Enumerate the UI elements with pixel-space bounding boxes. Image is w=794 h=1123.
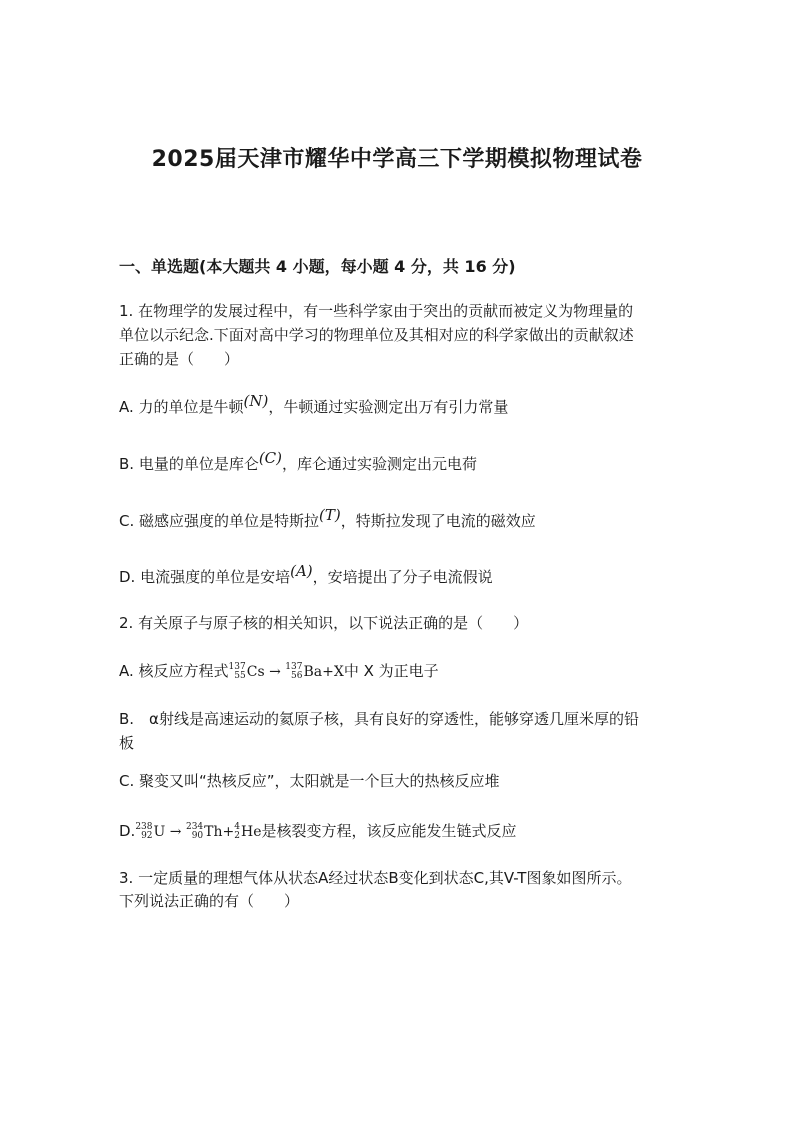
q2-option-b-line-1: B. α射线是高速运动的氦原子核，具有良好的穿透性，能够穿透几厘米厚的铅 xyxy=(119,710,639,728)
q2-option-a: A. 核反应方程式 137 55 Cs → 137 56 Ba+X中 X 为正电子 xyxy=(119,662,439,681)
nuclear-equation-d: 238 92 U → 234 90 Th+ 4 2 He xyxy=(135,822,262,841)
q2-option-d: D. 238 92 U → 234 90 Th+ 4 2 He是核裂变方程，该反应能发生链式反应 xyxy=(119,822,517,841)
q2-option-b-line-2: 板 xyxy=(119,734,135,752)
page-title: 2025届天津市耀华中学高三下学期模拟物理试卷 xyxy=(151,147,643,172)
q1-stem-line-2: 单位以示纪念.下面对高中学习的物理单位及其相对应的科学家做出的贡献叙述 xyxy=(119,326,634,344)
nuclear-equation-a: 137 55 Cs → 137 56 Ba+X xyxy=(228,662,344,681)
q2-option-c: C. 聚变又叫“热核反应”，太阳就是一个巨大的热核反应堆 xyxy=(119,772,500,790)
q1-stem-line-1: 1. 在物理学的发展过程中，有一些科学家由于突出的贡献而被定义为物理量的 xyxy=(119,302,634,320)
q1-option-c: C. 磁感应强度的单位是特斯拉(T)，特斯拉发现了电流的磁效应 xyxy=(119,506,536,530)
q1-option-a: A. 力的单位是牛顿(N)，牛顿通过实验测定出万有引力常量 xyxy=(119,392,509,416)
q1-stem-line-3: 正确的是（ ） xyxy=(119,350,240,368)
q1-option-b: B. 电量的单位是库仑(C)，库仑通过实验测定出元电荷 xyxy=(119,449,478,473)
q3-stem-line-2: 下列说法正确的有（ ） xyxy=(119,892,300,910)
q1-option-d: D. 电流强度的单位是安培(A)，安培提出了分子电流假说 xyxy=(119,562,493,586)
q3-stem-line-1: 3. 一定质量的理想气体从状态A经过状态B变化到状态C,其V-T图象如图所示。 xyxy=(119,869,632,887)
q2-stem: 2. 有关原子与原子核的相关知识，以下说法正确的是（ ） xyxy=(119,614,529,632)
section-heading: 一、单选题(本大题共 4 小题，每小题 4 分，共 16 分) xyxy=(119,257,516,276)
